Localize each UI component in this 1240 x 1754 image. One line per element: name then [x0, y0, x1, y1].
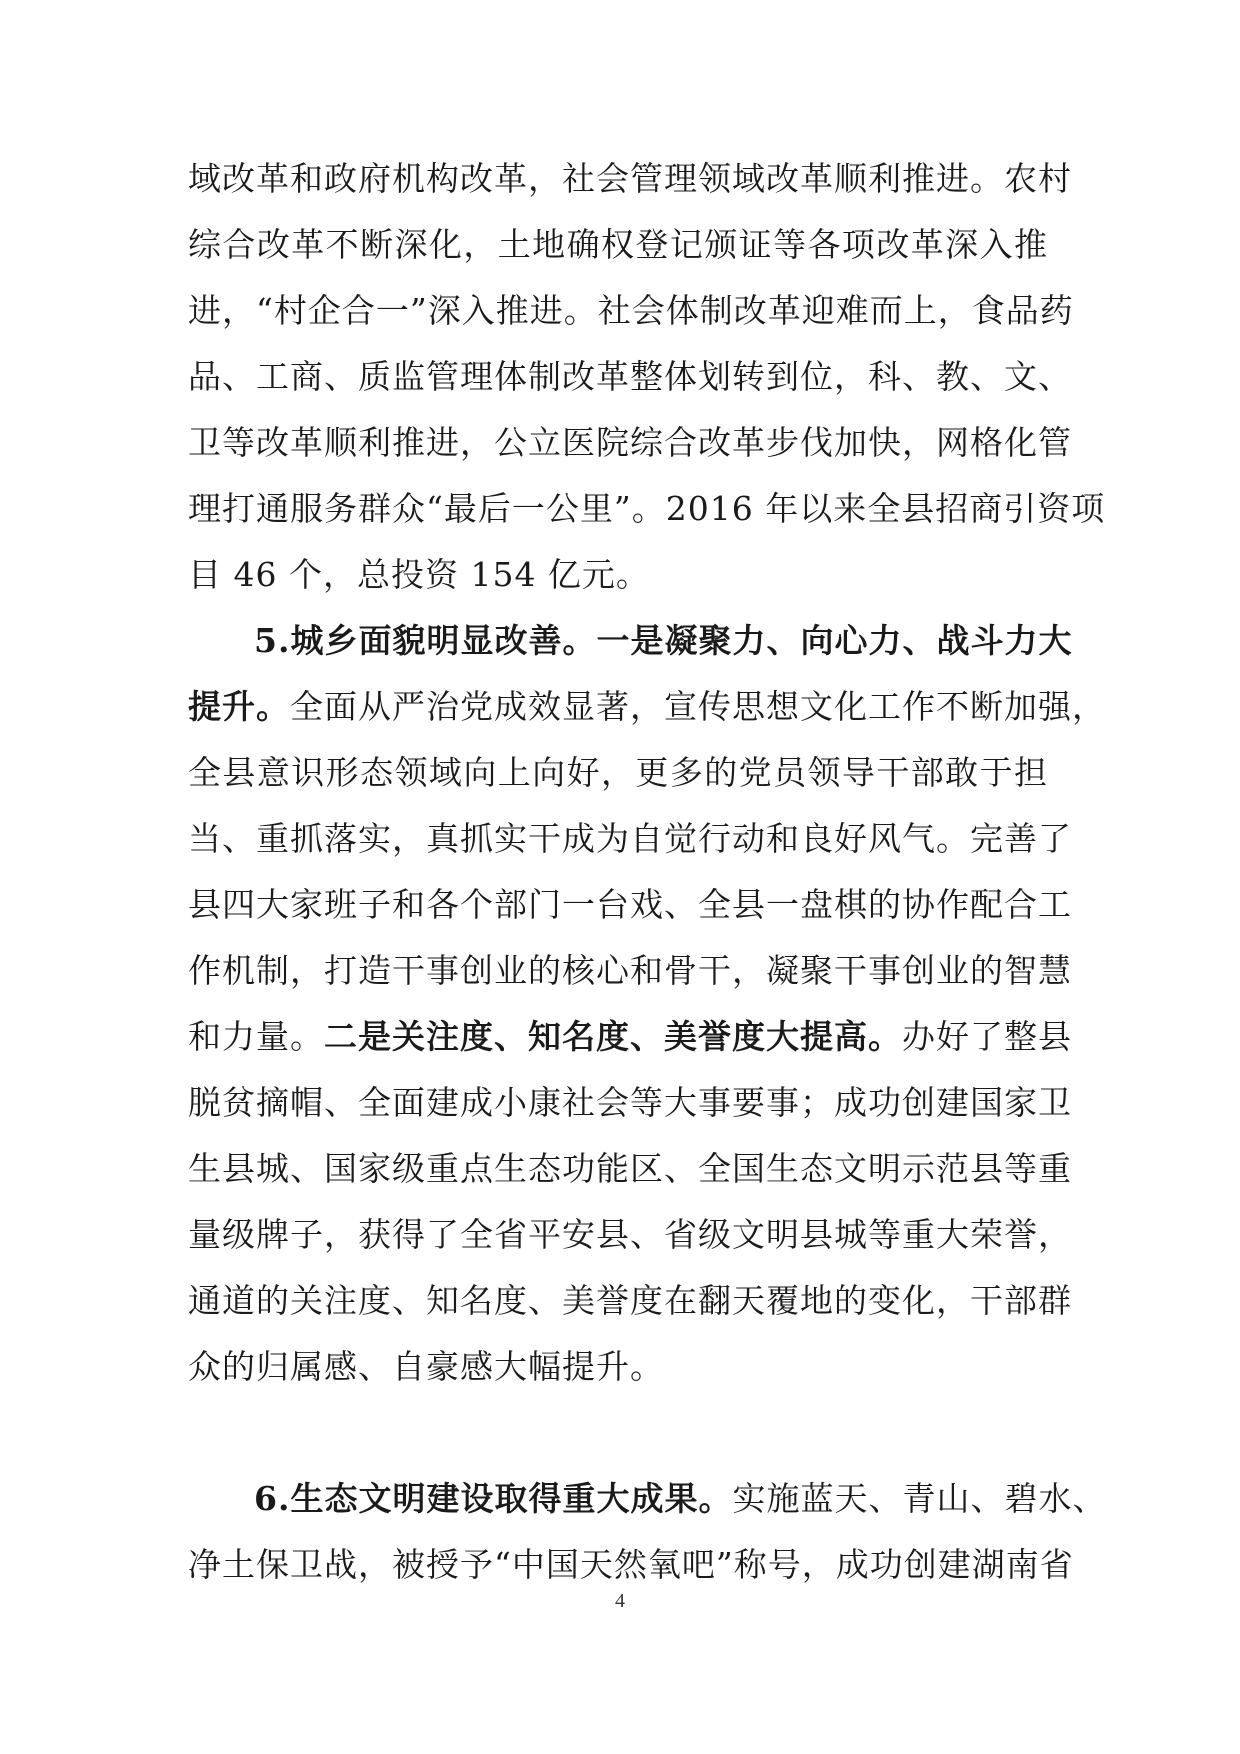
text-line: 县四大家班子和各个部门一台戏、全县一盘棋的协作配合工 [188, 885, 1072, 924]
text-line [188, 1004, 1072, 1070]
heading-continuation: 提升。 [188, 687, 290, 726]
text-line: 进，“村企合一”深入推进。社会体制改革迎难而上，食品药 [188, 291, 1074, 330]
paragraph-reform [188, 146, 1106, 608]
text-line: 量级牌子，获得了全省平安县、省级文明县城等重大荣誉， [188, 1215, 1072, 1254]
text-run: 和力量。 [188, 1017, 324, 1056]
paragraph-ecology [188, 1466, 1107, 1598]
text-line: 目 46 个，总投资 154 亿元。 [188, 555, 650, 594]
text-line: 品、工商、质监管理体制改革整体划转到位，科、教、文、 [188, 357, 1072, 396]
text-line: 作机制，打造干事创业的核心和骨干，凝聚干事创业的智慧 [188, 951, 1072, 990]
subheading-2: 二是关注度、知名度、美誉度大提高。 [324, 1017, 902, 1056]
text-line: 脱贫摘帽、全面建成小康社会等大事要事；成功创建国家卫 [188, 1083, 1072, 1122]
text-line: 理打通服务群众“最后一公里”。2016 年以来全县招商引资项 [188, 489, 1106, 528]
text-run: 办好了整县 [902, 1017, 1072, 1056]
text-line: 通道的关注度、知名度、美誉度在翻天覆地的变化，干部群 [188, 1281, 1072, 1320]
text-line: 净土保卫战，被授予“中国天然氧吧”称号，成功创建湖南省 [188, 1545, 1074, 1584]
text-line [188, 674, 1106, 740]
text-run: 实施蓝天、青山、碧水、 [732, 1479, 1107, 1518]
text-line: 生县城、国家级重点生态功能区、全国生态文明示范县等重 [188, 1149, 1072, 1188]
text-line: 综合改革不断深化，土地确权登记颁证等各项改革深入推 [188, 225, 1048, 264]
text-line: 卫等改革顺利推进，公立医院综合改革步伐加快，网格化管 [188, 423, 1072, 462]
section-heading-6: 6.生态文明建设取得重大成果。 [254, 1479, 733, 1518]
text-line [188, 1466, 1107, 1532]
text-line: 众的归属感、自豪感大幅提升。 [188, 1347, 664, 1386]
page-number: 4 [615, 1590, 625, 1612]
text-line: 当、重抓落实，真抓实干成为自觉行动和良好风气。完善了 [188, 819, 1072, 858]
paragraph-urban-rural [188, 608, 1106, 1400]
text-run: 全面从严治党成效显著，宣传思想文化工作不断加强， [290, 687, 1106, 726]
section-heading-5: 5.城乡面貌明显改善。一是凝聚力、向心力、战斗力大 [254, 621, 1073, 660]
text-line: 全县意识形态领域向上向好，更多的党员领导干部敢于担 [188, 753, 1048, 792]
text-line: 域改革和政府机构改革，社会管理领域改革顺利推进。农村 [188, 159, 1072, 198]
